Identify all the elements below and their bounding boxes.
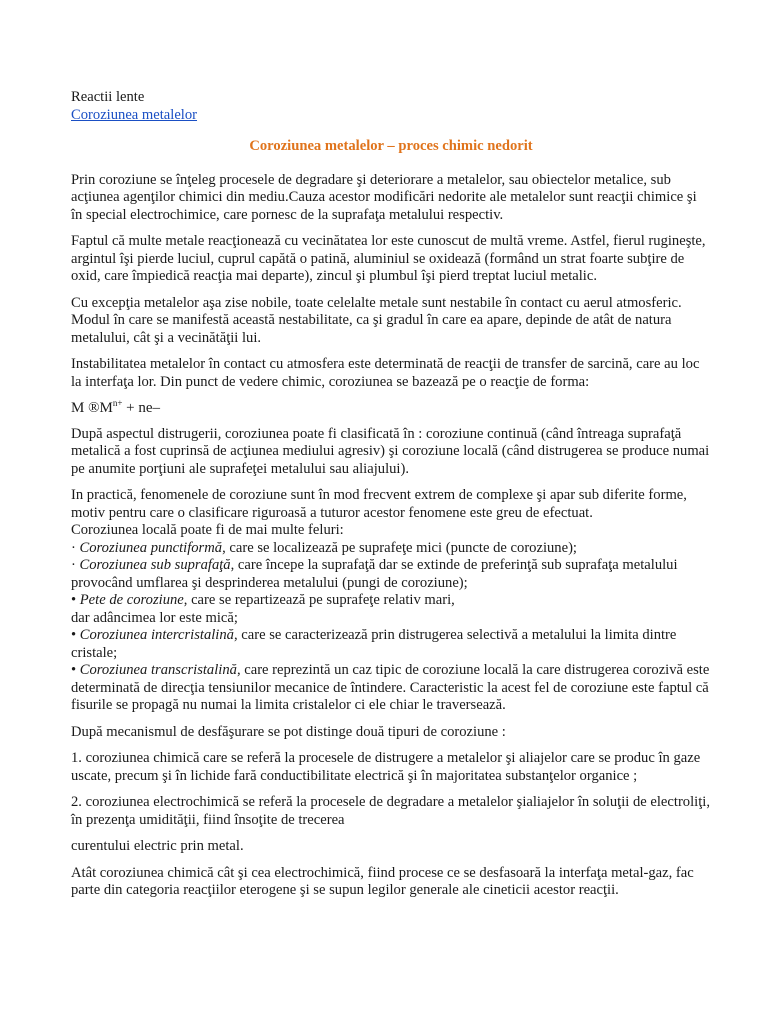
corrosion-type-name: Coroziunea intercristalină bbox=[79, 627, 234, 643]
bullet: • bbox=[71, 592, 80, 608]
corrosion-type-text: , care se repartizează pe suprafeţe relativ mari, bbox=[183, 592, 455, 608]
corrosion-type-name: Pete de coroziune bbox=[79, 592, 184, 608]
paragraph-practice: In practică, fenomenele de coroziune sunt în mod frecvent extrem de complexe şi apar sub diferite forme, motiv pentru care o clasificare riguroasă a tuturor acestor fenomene este greu de efectuat. bbox=[71, 487, 687, 521]
list-item bbox=[71, 662, 711, 715]
reaction-formula bbox=[71, 400, 711, 418]
paragraph-intro: Prin coroziune se înţeleg procesele de degradare şi deteriorare a metalelor, sau obiectelor metalice, sub acţiunea agenţilor chimici din mediu.Cauza acestor modificări nedorite ale metalelor sunt reacţii chimice şi în special electrochimice, care pornesc de la suprafaţa metalului respectiv. bbox=[71, 171, 697, 223]
list-item-continuation: dar adâncimea lor este mică; bbox=[71, 609, 238, 626]
paragraph-examples: Faptul că multe metale reacţionează cu vecinătatea lor este cunoscut de multă vreme. Astfel, fierul rugineşte, argintul îşi pierde luciul, cuprul capătă o patină, aluminiul se oxidează (formând un strat foarte subţire de oxid, care împiedică reacţia mai departe), zincul şi plumbul îşi pierd treptat luciul metalic. bbox=[71, 233, 706, 284]
section-label: Reactii lente bbox=[71, 89, 145, 105]
formula-left: M ®M bbox=[71, 400, 113, 416]
corrosion-type-text: , care reprezintă un caz tipic de coroziune locală la care distrugerea corozivă este determinată de direcţia tensiunilor mecanice de întindere. Caracteristic la acest fel de coroziune este faptul că fisurile se propagă nu numai la limita cristalelor ci ele chiar le traversează. bbox=[71, 662, 710, 713]
paragraph-types-intro: Coroziunea locală poate fi de mai multe feluri: bbox=[71, 522, 344, 538]
local-corrosion-section bbox=[71, 487, 711, 715]
formula-right: + ne– bbox=[122, 400, 161, 416]
corrosion-type-name: Coroziunea sub suprafaţă bbox=[79, 557, 231, 573]
document-body bbox=[71, 89, 711, 909]
corrosion-type-name: Coroziunea punctiformă bbox=[79, 539, 223, 556]
bullet: • bbox=[71, 662, 80, 678]
paragraph-mechanism: După mecanismul de desfăşurare se pot distinge două tipuri de coroziune : bbox=[71, 723, 506, 740]
article-link[interactable]: Coroziunea metalelor bbox=[71, 106, 198, 123]
bullet: · bbox=[71, 539, 80, 556]
list-item bbox=[71, 540, 711, 558]
bullet: · bbox=[71, 557, 80, 573]
paragraph-classification: După aspectul distrugerii, coroziunea poate fi clasificată în : coroziune continuă (când întreaga suprafaţă metalică a fost cuprinsă de acţiunea mediului agresiv) şi coroziune locală (când distrugerea se produce numai pe anumite porţiuni ale suprafeţei metalului sau aliajului). bbox=[71, 425, 710, 477]
list-item bbox=[71, 592, 711, 610]
corrosion-type-text: , care se caracterizează prin distrugerea selectivă a metalului la limita dintre cristale; bbox=[71, 627, 677, 661]
paragraph-electric-current: curentului electric prin metal. bbox=[71, 838, 244, 854]
paragraph-electrochemical-corrosion: 2. coroziunea electrochimică se referă la procesele de degradare a metalelor şialiajelor în soluţii de electroliţi, în prezenţa umidităţii, fiind însoţite de trecerea bbox=[71, 794, 710, 828]
paragraph-instability: Instabilitatea metalelor în contact cu atmosfera este determinată de reacţii de transfer de sarcină, care au loc la interfaţa lor. Din punct de vedere chimic, coroziunea se bazează pe o reacţie de forma: bbox=[71, 356, 700, 390]
corrosion-type-text: , care începe la suprafaţă dar se extinde de preferinţă sub suprafaţa metalului provocând umflarea şi desprinderea metalului (pungi de coroziune); bbox=[71, 557, 678, 591]
paragraph-noble-metals: Cu excepţia metalelor aşa zise nobile, toate celelalte metale sunt nestabile în contact cu aerul atmosferic. Modul în care se manifestă această nestabilitate, ca şi gradul în care ea apare, depinde de atât de natura metalului, cât şi a vecinătăţii lui. bbox=[71, 294, 682, 346]
bullet: • bbox=[71, 627, 80, 643]
corrosion-type-text: , care se localizează pe suprafeţe mici (puncte de coroziune); bbox=[222, 539, 577, 556]
paragraph-heterogeneous-reactions: Atât coroziunea chimică cât şi cea electrochimică, fiind procese ce se desfasoară la interfaţa metal-gaz, fac parte din categoria reacţiilor eterogene şi se supun legilor generale ale cineticii acestor reacţii. bbox=[71, 864, 694, 898]
corrosion-type-name: Coroziunea transcristalină bbox=[79, 662, 237, 678]
page-title: Coroziunea metalelor – proces chimic nedorit bbox=[249, 138, 533, 154]
list-item bbox=[71, 627, 711, 662]
formula-superscript: n+ bbox=[112, 398, 123, 408]
paragraph-chemical-corrosion: 1. coroziunea chimică care se referă la procesele de distrugere a metalelor şi aliajelor care se produc în gaze uscate, precum şi în lichide fară conductibilitate electrică şi în majoritatea substanţelor organice ; bbox=[71, 750, 701, 784]
list-item bbox=[71, 557, 711, 592]
